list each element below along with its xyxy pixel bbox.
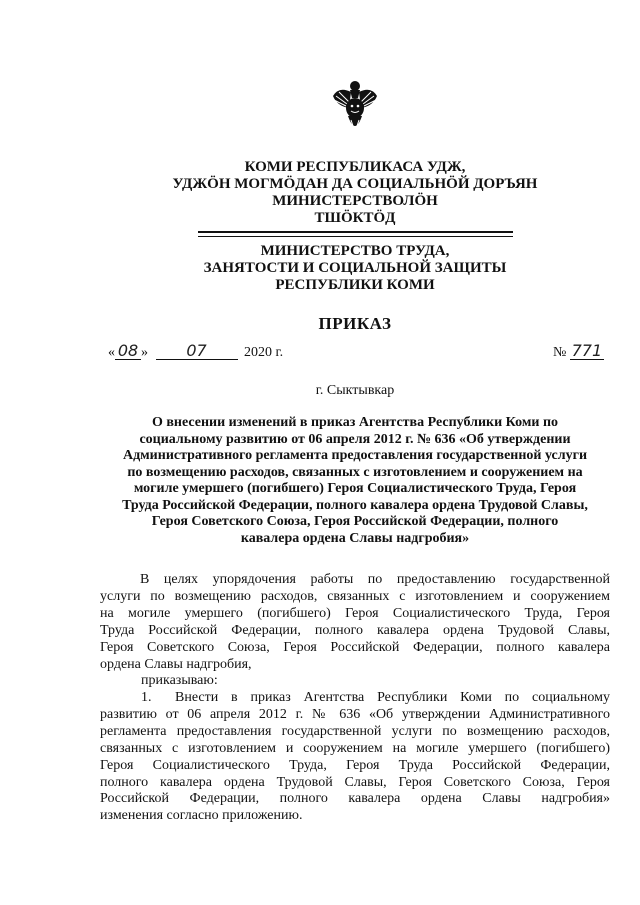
order-word-paragraph (100, 673, 610, 690)
preamble-paragraph (100, 572, 610, 673)
preamble-line: услуги по возмещению расходов, связанных с изготовлением и сооружением (100, 588, 610, 604)
subject-line: по возмещению расходов, связанных с изготовлением и сооружением на (127, 464, 583, 480)
date-day-handwritten: 08 (115, 343, 141, 360)
document-title: ПРИКАЗ (318, 314, 392, 333)
preamble-line: ордена Славы надгробия, (100, 656, 252, 672)
document-subject (100, 415, 610, 547)
header-russian-language (100, 243, 610, 294)
date-open-quote: « (108, 345, 115, 360)
item-1-line: связанных с изготовлением и сооружением на могиле умершего (погибшего) (100, 740, 610, 756)
item-1-line: полного кавалера ордена Трудовой Славы, Героя Советского Союза, Героя (100, 774, 610, 790)
date-close-quote: » (141, 345, 148, 360)
item-1-line: изменения согласно приложению. (100, 808, 303, 824)
subject-line: могиле умершего (погибшего) Героя Социалистического Труда, Героя (133, 481, 577, 496)
order-word: приказываю: (141, 673, 218, 688)
header-komi-line: КОМИ РЕСПУБЛИКАСА УДЖ, (244, 159, 466, 175)
item-1-number: 1. (141, 690, 152, 705)
preamble-line: Труда Российской Федерации, полного кавалера ордена Трудовой Славы, (100, 622, 610, 638)
item-1-paragraph (100, 690, 610, 825)
subject-line: Труда Российской Федерации, полного кавалера ордена Трудовой Славы, (122, 497, 588, 513)
header-russian-line: РЕСПУБЛИКИ КОМИ (275, 277, 435, 293)
header-komi-line: УДЖÖН МОГМÖДАН ДА СОЦИАЛЬНÖЙ ДОРЪЯН (172, 176, 538, 192)
header-komi-line: МИНИСТЕРСТВОЛÖН (272, 193, 438, 209)
subject-line: социальному развитию от 06 апреля 2012 г. № 636 «Об утверждении (139, 431, 571, 447)
item-1-line: регламента предоставления государственной услуги по возмещению расходов, (100, 723, 610, 739)
item-1-line: развитию от 06 апреля 2012 г. № 636 «Об утверждении Административного (100, 706, 610, 722)
document-date (108, 343, 283, 361)
document-number (553, 343, 604, 361)
header-russian-line: МИНИСТЕРСТВО ТРУДА, (260, 243, 450, 259)
item-1-line: Героя Социалистического Труда, Героя Труда Российской Федерации, (100, 757, 610, 773)
header-komi-line: ТШÖКТÖД (314, 210, 396, 226)
item-1-line: Внести в приказ Агентства Республики Коми по социальному (175, 690, 610, 705)
preamble-line: Героя Советского Союза, Героя Российской Федерации, полного кавалера (100, 639, 610, 655)
date-year: 2020 г. (244, 345, 284, 360)
header-komi-language (100, 159, 610, 227)
header-divider-thick (198, 231, 513, 233)
item-1-line: Российской Федерации, полного кавалера ордена Славы надгробия» (100, 791, 610, 807)
coat-of-arms-emblem (331, 78, 379, 136)
subject-line: кавалера ордена Славы надгробия» (240, 530, 470, 546)
number-sign: № (553, 345, 567, 360)
subject-line: Героя Советского Союза, Героя Российской Федерации, полного (151, 514, 559, 529)
subject-line: О внесении изменений в приказ Агентства Республики Коми по (151, 415, 559, 430)
preamble-line: на могиле умершего (погибшего) Героя Социалистического Труда, Героя (100, 605, 610, 621)
document-city: г. Сыктывкар (315, 383, 395, 398)
subject-line: Административного регламента предоставления государственной услуги (122, 448, 588, 463)
number-value-handwritten: 771 (571, 341, 603, 360)
item-1-first-line (100, 690, 610, 707)
header-russian-line: ЗАНЯТОСТИ И СОЦИАЛЬНОЙ ЗАЩИТЫ (203, 260, 507, 276)
preamble-line: В целях упорядочения работы по предоставлению государственной (140, 572, 610, 587)
header-divider-thin (198, 236, 513, 237)
date-month-handwritten: 07 (156, 343, 238, 360)
